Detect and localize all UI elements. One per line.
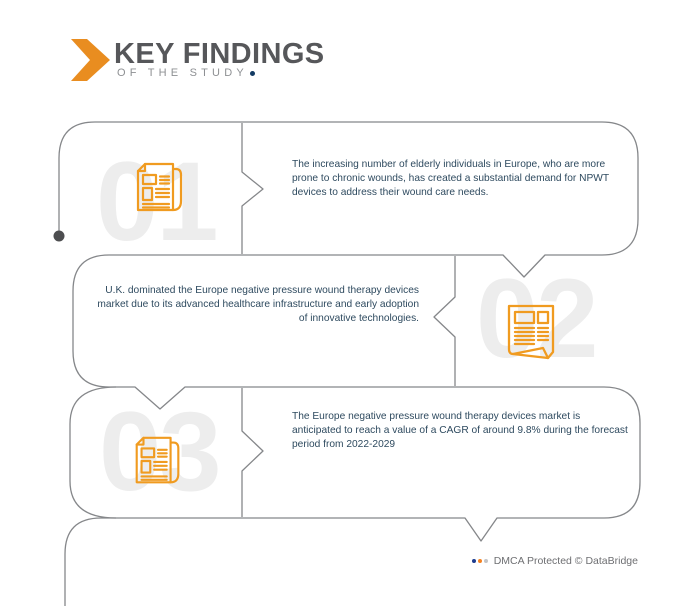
subtitle-dot-icon: [250, 71, 255, 76]
divider-chevron-2: [434, 256, 455, 386]
connector-dot: [54, 231, 65, 242]
divider-chevron-3: [242, 388, 263, 517]
dmca-footer: [472, 555, 638, 567]
page-title: KEY FINDINGS: [114, 38, 325, 70]
finding-1-number: 01: [96, 139, 217, 264]
finding-2-number: 02: [476, 256, 597, 381]
page-subtitle-label: OF THE STUDY: [117, 67, 248, 79]
finding-3-number: 03: [99, 389, 220, 514]
footer-text: DMCA Protected © DataBridge: [493, 555, 638, 567]
newspaper-icon: [126, 431, 190, 491]
finding-3-text: The Europe negative pressure wound therapy devices market is anticipated to reach a value of a CAGR of around 9.8% during the forecast period from 2022-2029: [292, 411, 628, 451]
footer-dot-blue: [472, 559, 476, 563]
divider-chevron-1: [242, 123, 263, 254]
finding-1-text: The increasing number of elderly individuals in Europe, who are more prone to chronic wounds, has created a substantial demand for NPWT devices to address their wound care needs.: [292, 159, 609, 199]
footer-dots-icon: [472, 559, 488, 563]
footer-dot-gray: [484, 559, 488, 563]
newspaper-icon: [127, 157, 193, 219]
footer-dot-orange: [478, 559, 482, 563]
article-page-icon: [503, 302, 559, 366]
finding-2-text: U.K. dominated the Europe negative pressure wound therapy devices market due to its advanced healthcare infrastructure and early adoption of innovative technologies.: [97, 285, 419, 325]
page-subtitle: [117, 67, 255, 79]
orange-chevron-arrow-icon: [71, 37, 112, 83]
